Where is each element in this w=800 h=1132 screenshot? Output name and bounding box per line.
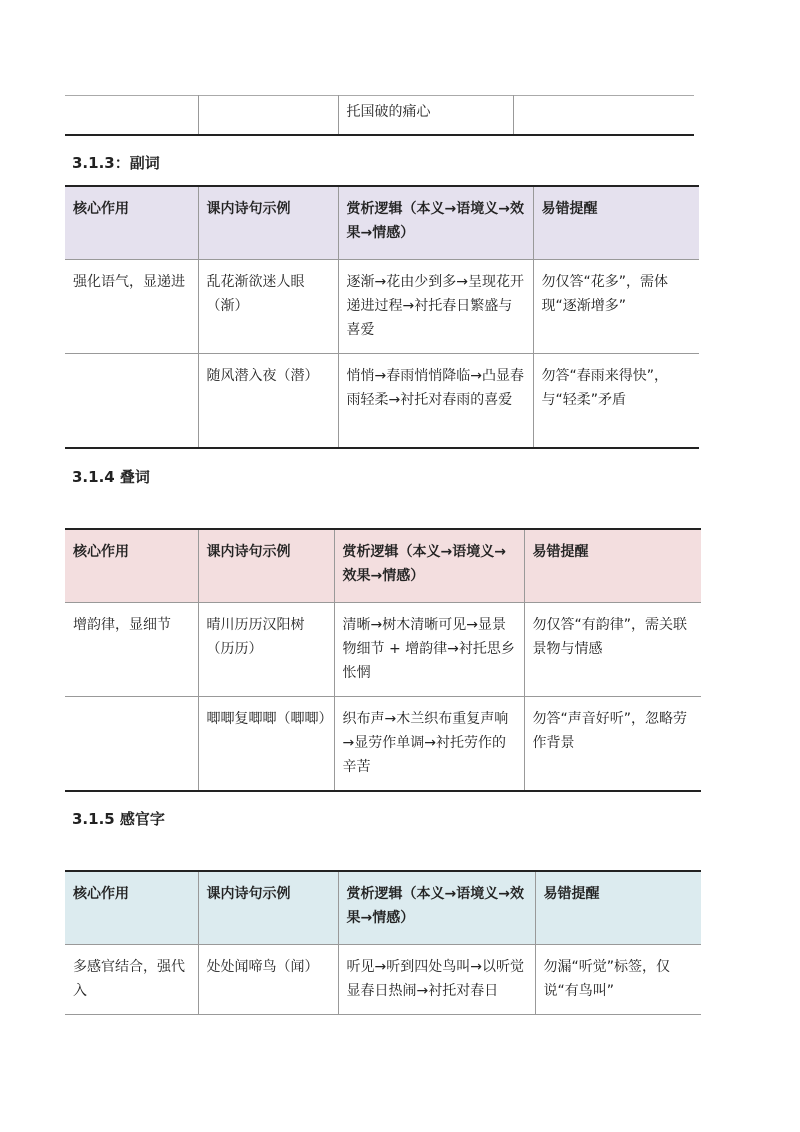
column-header: 课内诗句示例 xyxy=(198,529,334,603)
table-cell: 强化语气，显递进 xyxy=(65,260,198,354)
column-header: 赏析逻辑（本义→语境义→效果→情感） xyxy=(334,529,524,603)
table-cell: 勿答“春雨来得快”，与“轻柔”矛盾 xyxy=(541,368,669,408)
section-heading: 3.1.3：副词 xyxy=(72,154,160,172)
table-header-row xyxy=(65,871,701,945)
table-cell: 唧唧复唧唧（唧唧） xyxy=(198,697,334,791)
section-heading: 3.1.4 叠词 xyxy=(72,468,150,486)
continuation-table xyxy=(65,95,694,136)
table-cell: 托国破的痛心 xyxy=(338,96,513,136)
adverb-table xyxy=(65,185,699,449)
table-cell xyxy=(65,697,198,791)
table-row xyxy=(65,697,701,791)
table-cell: 勿仅答“有韵律”，需关联景物与情感 xyxy=(524,603,701,697)
column-header: 赏析逻辑（本义→语境义→效果→情感） xyxy=(338,186,533,260)
table-row xyxy=(65,96,694,136)
table-row xyxy=(65,260,699,354)
table-cell: 勿漏“听觉”标签，仅说“有鸟叫” xyxy=(543,959,671,999)
table-row xyxy=(65,945,701,1015)
table-cell: 悄悄→春雨悄悄降临→凸显春雨轻柔→衬托对春雨的喜爱 xyxy=(338,354,533,448)
table-cell: 乱花渐欲迷人眼（渐） xyxy=(198,260,338,354)
reduplication-table xyxy=(65,528,701,792)
table-cell xyxy=(65,354,198,448)
column-header: 易错提醒 xyxy=(535,871,701,945)
table-cell: 增韵律，显细节 xyxy=(65,603,198,697)
table-cell: 勿仅答“花多”，需体现“逐渐增多” xyxy=(533,260,699,354)
table-row xyxy=(65,354,699,448)
table-cell xyxy=(198,96,338,136)
table-row xyxy=(65,603,701,697)
table-cell xyxy=(65,96,198,136)
table-cell: 织布声→木兰织布重复声响→显劳作单调→衬托劳作的辛苦 xyxy=(334,697,524,791)
column-header: 易错提醒 xyxy=(524,529,701,603)
column-header: 核心作用 xyxy=(65,871,198,945)
column-header: 易错提醒 xyxy=(533,186,699,260)
table-cell: 勿答“声音好听”，忽略劳作背景 xyxy=(532,711,688,751)
column-header: 核心作用 xyxy=(65,186,198,260)
table-cell: 多感官结合，强代入 xyxy=(65,945,198,1015)
table-header-row xyxy=(65,186,699,260)
table-cell: 随风潜入夜（潜） xyxy=(198,354,338,448)
column-header: 核心作用 xyxy=(65,529,198,603)
table-cell: 听见→听到四处鸟叫→以听觉显春日热闹→衬托对春日 xyxy=(338,945,535,1015)
section-heading: 3.1.5 感官字 xyxy=(72,810,165,828)
column-header: 课内诗句示例 xyxy=(198,186,338,260)
table-header-row xyxy=(65,529,701,603)
table-cell xyxy=(513,96,694,136)
sensory-word-table xyxy=(65,870,701,1015)
table-cell: 处处闻啼鸟（闻） xyxy=(198,945,338,1015)
table-cell: 晴川历历汉阳树（历历） xyxy=(198,603,334,697)
table-cell: 逐渐→花由少到多→呈现花开递进过程→衬托春日繁盛与喜爱 xyxy=(338,260,533,354)
column-header: 课内诗句示例 xyxy=(198,871,338,945)
column-header: 赏析逻辑（本义→语境义→效果→情感） xyxy=(338,871,535,945)
table-cell: 清晰→树木清晰可见→显景物细节 + 增韵律→衬托思乡怅惘 xyxy=(334,603,524,697)
